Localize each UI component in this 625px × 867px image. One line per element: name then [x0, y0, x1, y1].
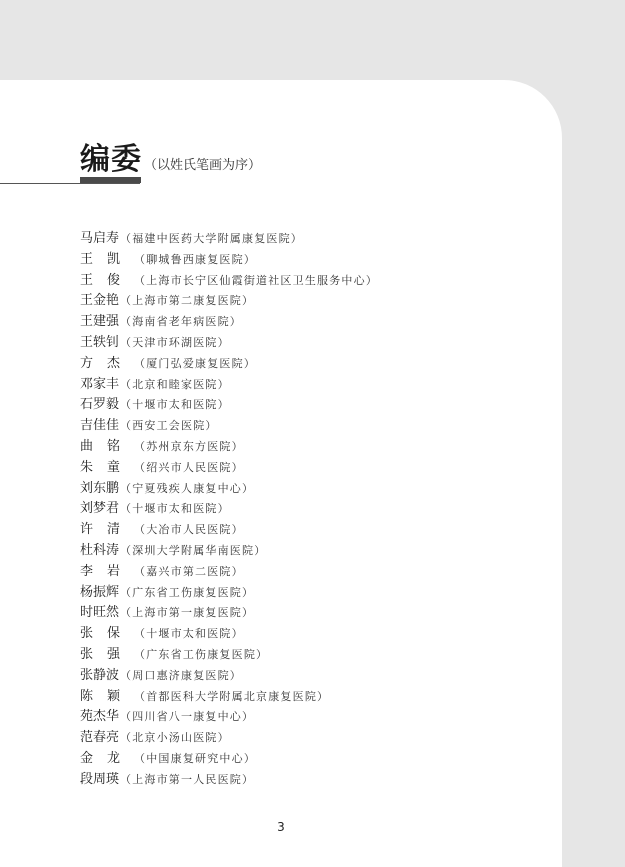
- member-name: 刘梦君: [80, 501, 120, 517]
- member-entry: [80, 583, 378, 604]
- member-name: 王金艳: [80, 293, 120, 309]
- section-title: 编委: [80, 142, 142, 177]
- member-affiliation: （厦门弘爱康复医院）: [134, 356, 257, 370]
- member-affiliation: （十堰市太和医院）: [120, 398, 230, 412]
- member-affiliation: （上海市第一人民医院）: [120, 772, 255, 786]
- editorial-member-list: [80, 229, 378, 791]
- member-name: 杨振辉: [80, 584, 120, 600]
- member-entry: [80, 728, 378, 749]
- member-name: 石罗毅: [80, 397, 120, 413]
- member-entry: [80, 395, 378, 416]
- member-affiliation: （广东省工伤康复医院）: [134, 647, 269, 661]
- member-affiliation: （福建中医药大学附属康复医院）: [120, 232, 303, 245]
- member-entry: [80, 562, 378, 583]
- member-affiliation: （西安工会医院）: [120, 419, 218, 433]
- member-entry: [80, 499, 378, 520]
- member-affiliation: （苏州京东方医院）: [134, 439, 244, 453]
- member-affiliation: （宁夏残疾人康复中心）: [120, 481, 255, 495]
- member-name: 刘东鹏: [80, 480, 120, 496]
- member-entry: [80, 666, 378, 687]
- heading-rule-thin: [0, 183, 140, 184]
- member-entry: [80, 541, 378, 562]
- page-number: 3: [277, 820, 285, 834]
- member-entry: [80, 271, 378, 292]
- member-entry: [80, 250, 378, 271]
- member-name: 时旺然: [80, 605, 120, 621]
- member-affiliation: （深圳大学附属华南医院）: [120, 543, 267, 557]
- member-entry: [80, 645, 378, 666]
- member-affiliation: （海南省老年病医院）: [120, 315, 242, 329]
- member-name: 李岩: [80, 563, 135, 579]
- section-ordering-note: （以姓氏笔画为序）: [144, 158, 262, 173]
- member-entry: [80, 624, 378, 645]
- member-affiliation: （周口惠济康复医院）: [120, 668, 242, 682]
- member-name: 张静波: [80, 667, 120, 683]
- member-affiliation: （首都医科大学附属北京康复医院）: [134, 689, 330, 703]
- member-affiliation: （上海市第二康复医院）: [120, 294, 255, 308]
- member-entry: [80, 291, 378, 312]
- member-name: 马启寿: [80, 231, 120, 246]
- member-affiliation: （十堰市太和医院）: [120, 502, 230, 516]
- member-name: 金龙: [80, 750, 135, 766]
- member-name: 方杰: [80, 355, 135, 371]
- member-name: 许清: [80, 522, 135, 538]
- member-name: 苑杰华: [80, 709, 120, 725]
- member-affiliation: （天津市环湖医院）: [120, 335, 230, 349]
- member-name: 邓家丰: [80, 376, 120, 392]
- member-name: 王建强: [80, 314, 120, 330]
- member-affiliation: （北京小汤山医院）: [120, 731, 230, 745]
- member-affiliation: （中国康复研究中心）: [134, 751, 257, 765]
- member-affiliation: （四川省八一康复中心）: [120, 710, 255, 724]
- member-entry: [80, 437, 378, 458]
- member-name: 杜科涛: [80, 542, 120, 558]
- member-entry: [80, 375, 378, 396]
- member-affiliation: （北京和睦家医院）: [120, 377, 230, 391]
- member-name: 王俊: [80, 272, 135, 288]
- member-affiliation: （绍兴市人民医院）: [134, 460, 244, 474]
- member-affiliation: （上海市长宁区仙霞街道社区卫生服务中心）: [134, 273, 379, 287]
- member-entry: [80, 687, 378, 708]
- member-entry: [80, 312, 378, 333]
- member-entry: [80, 749, 378, 770]
- member-name: 王轶钊: [80, 334, 120, 350]
- member-affiliation: （大冶市人民医院）: [134, 523, 244, 537]
- member-entry: [80, 333, 378, 354]
- member-entry: [80, 707, 378, 728]
- member-entry: [80, 354, 378, 375]
- member-affiliation: （聊城鲁西康复医院）: [134, 252, 257, 266]
- member-affiliation: （广东省工伤康复医院）: [120, 585, 255, 599]
- member-name: 陈颖: [80, 688, 135, 704]
- member-entry: [80, 770, 378, 791]
- member-entry: [80, 229, 378, 250]
- member-entry: [80, 458, 378, 479]
- member-name: 张保: [80, 626, 135, 642]
- member-entry: [80, 416, 378, 437]
- member-entry: [80, 479, 378, 500]
- heading-rule-bar: [80, 177, 141, 183]
- member-name: 张强: [80, 646, 135, 662]
- member-entry: [80, 603, 378, 624]
- member-name: 王凯: [80, 251, 135, 267]
- member-affiliation: （上海市第一康复医院）: [120, 606, 255, 620]
- member-name: 曲铭: [80, 438, 135, 454]
- member-entry: [80, 520, 378, 541]
- page-top-band: [0, 0, 625, 80]
- member-name: 段周瑛: [80, 771, 120, 787]
- member-name: 范春亮: [80, 730, 120, 746]
- section-heading: [80, 134, 261, 178]
- member-name: 朱童: [80, 459, 135, 475]
- member-affiliation: （嘉兴市第二医院）: [134, 564, 244, 578]
- member-name: 吉佳佳: [80, 418, 120, 434]
- member-affiliation: （十堰市太和医院）: [134, 627, 244, 641]
